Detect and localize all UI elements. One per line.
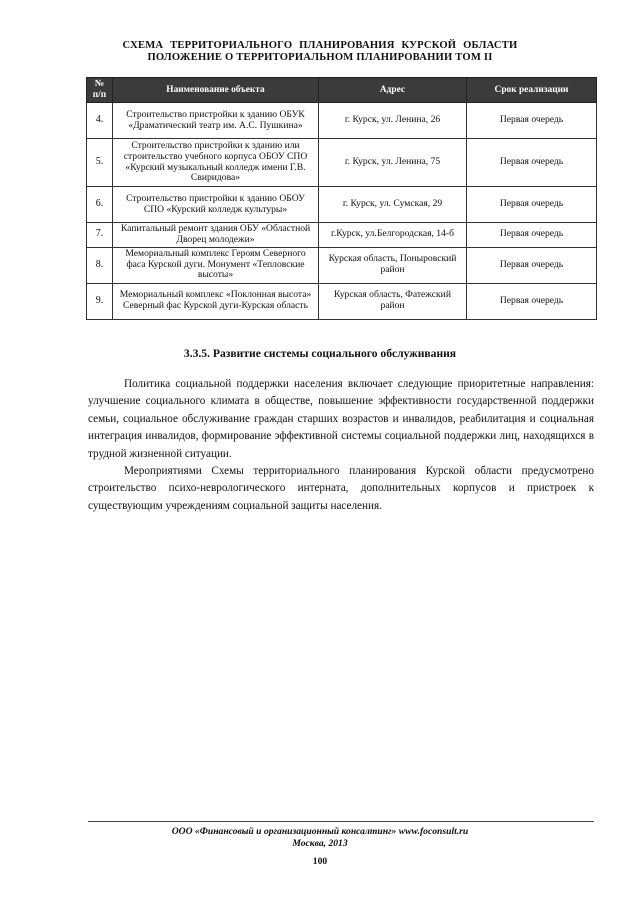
paragraph: Мероприятиями Схемы территориального планирования Курской области предусмотрено строительство психо-неврологического интерната, дополнительных корпусов и пристроек к существующим учреждениям социальной защиты населения.	[88, 465, 594, 512]
row-address: г. Курск, ул. Сумская, 29	[319, 187, 467, 223]
header-title: СХЕМА ТЕРРИТОРИАЛЬНОГО ПЛАНИРОВАНИЯ КУРСКОЙ ОБЛАСТИ	[122, 40, 518, 51]
table-row	[87, 187, 597, 223]
col-header-name: Наименование объекта	[113, 78, 319, 103]
row-term: Первая очередь	[467, 103, 597, 139]
row-number: 5.	[87, 139, 113, 187]
table-row	[87, 139, 597, 187]
table-row	[87, 223, 597, 248]
footer-company: ООО «Финансовый и организационный консалтинг» www.foconsult.ru	[171, 826, 469, 837]
table-row	[87, 283, 597, 319]
document-header	[0, 40, 640, 64]
row-address: г.Курск, ул.Белгородская, 14-б	[319, 223, 467, 248]
row-term: Первая очередь	[467, 187, 597, 223]
col-header-address: Адрес	[319, 78, 467, 103]
footer-divider	[88, 821, 594, 822]
row-address: г. Курск, ул. Ленина, 75	[319, 139, 467, 187]
objects-table	[86, 77, 597, 320]
col-header-number-line2: п/п	[92, 90, 107, 100]
col-header-term: Срок реализации	[467, 78, 597, 103]
table-row	[87, 247, 597, 283]
paragraph: Политика социальной поддержки населения включает следующие приоритетные направления: улучшение социального климата в обществе, повышение эффективности государственной поддержки семьи, социальное обслуживание граждан старших возрастов и инвалидов, реабилитация и социальная интеграция инвалидов, формирование эффективной системы социальной поддержки лиц, находящихся в трудной жизненной ситуации.	[88, 378, 594, 460]
row-number: 7.	[87, 223, 113, 248]
row-number: 9.	[87, 283, 113, 319]
table-header-row	[87, 78, 597, 103]
section-body	[88, 376, 594, 515]
page-number: 100	[312, 856, 328, 867]
row-address: Курская область, Поныровский район	[319, 247, 467, 283]
footer-city-year: Москва, 2013	[292, 838, 348, 849]
row-name: Капитальный ремонт здания ОБУ «Областной Дворец молодежи»	[113, 223, 319, 248]
header-subtitle: ПОЛОЖЕНИЕ О ТЕРРИТОРИАЛЬНОМ ПЛАНИРОВАНИИ ТОМ II	[147, 52, 493, 63]
row-term: Первая очередь	[467, 247, 597, 283]
row-name: Строительство пристройки к зданию ОБОУ СПО «Курский колледж культуры»	[113, 187, 319, 223]
footer	[0, 826, 640, 850]
row-name: Мемориальный комплекс Героям Северного фаса Курской дуги. Монумент «Тепловские высоты»	[113, 247, 319, 283]
row-number: 8.	[87, 247, 113, 283]
table-row	[87, 103, 597, 139]
row-term: Первая очередь	[467, 139, 597, 187]
row-name: Строительство пристройки к зданию ОБУК «Драматический театр им. А.С. Пушкина»	[113, 103, 319, 139]
row-name: Строительство пристройки к зданию или строительство учебного корпуса ОБОУ СПО «Курский музыкальный колледж имени Г.В. Свиридова»	[113, 139, 319, 187]
row-term: Первая очередь	[467, 223, 597, 248]
col-header-number	[87, 78, 113, 103]
row-number: 6.	[87, 187, 113, 223]
row-term: Первая очередь	[467, 283, 597, 319]
section-title: 3.3.5. Развитие системы социального обслуживания	[183, 347, 457, 360]
col-header-number-line1: №	[94, 79, 105, 90]
row-address: Курская область, Фатежский район	[319, 283, 467, 319]
row-name: Мемориальный комплекс «Поклонная высота» Северный фас Курской дуги-Курская область	[113, 283, 319, 319]
row-number: 4.	[87, 103, 113, 139]
row-address: г. Курск, ул. Ленина, 26	[319, 103, 467, 139]
